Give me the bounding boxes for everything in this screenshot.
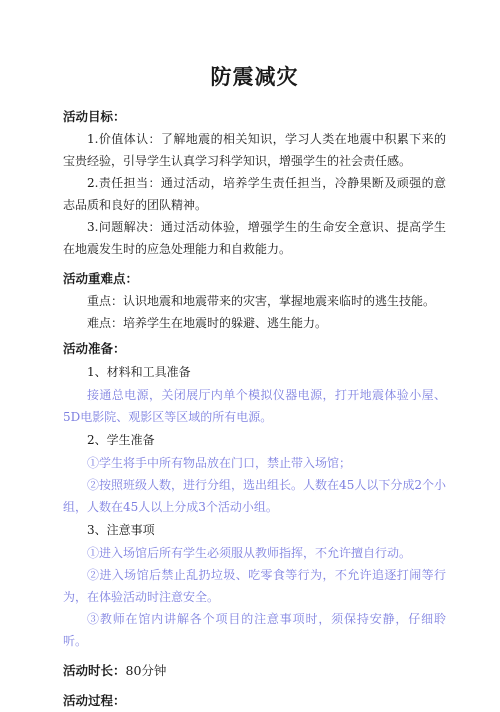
document-title: 防震减灾 [210, 64, 299, 89]
preparation-heading: 活动准备： [63, 341, 126, 356]
key-points-heading: 活动重难点： [63, 271, 139, 286]
objectives-heading: 活动目标： [63, 109, 126, 124]
notes-item-2: ②进入场馆后禁止乱扔垃圾、吃零食等行为，不允许追逐打闹等行为，在体验活动时注意安全。 [63, 568, 446, 604]
materials-heading: 1、材料和工具准备 [87, 365, 191, 379]
objective-item-2: 2.责任担当：通过活动，培养学生责任担当，冷静果断及顽强的意志品质和良好的团队精神。 [63, 176, 446, 212]
objective-item-3: 3.问题解决：通过活动体验，增强学生的生命安全意识、提高学生在地震发生时的应急处理能力和自救能力。 [63, 220, 446, 256]
materials-text: 接通总电源，关闭展厅内单个模拟仪器电源，打开地震体验小屋、5D电影院、观影区等区域的所有电源。 [63, 388, 446, 424]
duration-line [63, 660, 446, 682]
duration-heading: 活动时长： [63, 663, 126, 678]
process-heading: 活动过程： [63, 693, 126, 708]
students-item-1: ①学生将手中所有物品放在门口，禁止带入场馆； [87, 456, 352, 470]
students-item-2: ②按照班级人数，进行分组，选出组长。人数在45人以下分成2个小组，人数在45人以上分成3个活动小组。 [63, 478, 446, 514]
notes-item-1: ①进入场馆后所有学生必须服从教师指挥，不允许擅自行动。 [87, 546, 412, 560]
duration-value: 80分钟 [125, 663, 167, 678]
objective-item-1: 1.价值体认：了解地震的相关知识，学习人类在地震中积累下来的宝贵经验，引导学生认真学习科学知识，增强学生的社会责任感。 [63, 132, 446, 168]
students-heading: 2、学生准备 [87, 433, 155, 447]
notes-heading: 3、注意事项 [87, 523, 155, 537]
key-point-focus: 重点：认识地震和地震带来的灾害，掌握地震来临时的逃生技能。 [87, 294, 436, 308]
key-point-difficulty: 难点：培养学生在地震时的躲避、逃生能力。 [87, 316, 328, 330]
notes-item-3: ③教师在馆内讲解各个项目的注意事项时，须保持安静，仔细聆听。 [63, 612, 446, 648]
